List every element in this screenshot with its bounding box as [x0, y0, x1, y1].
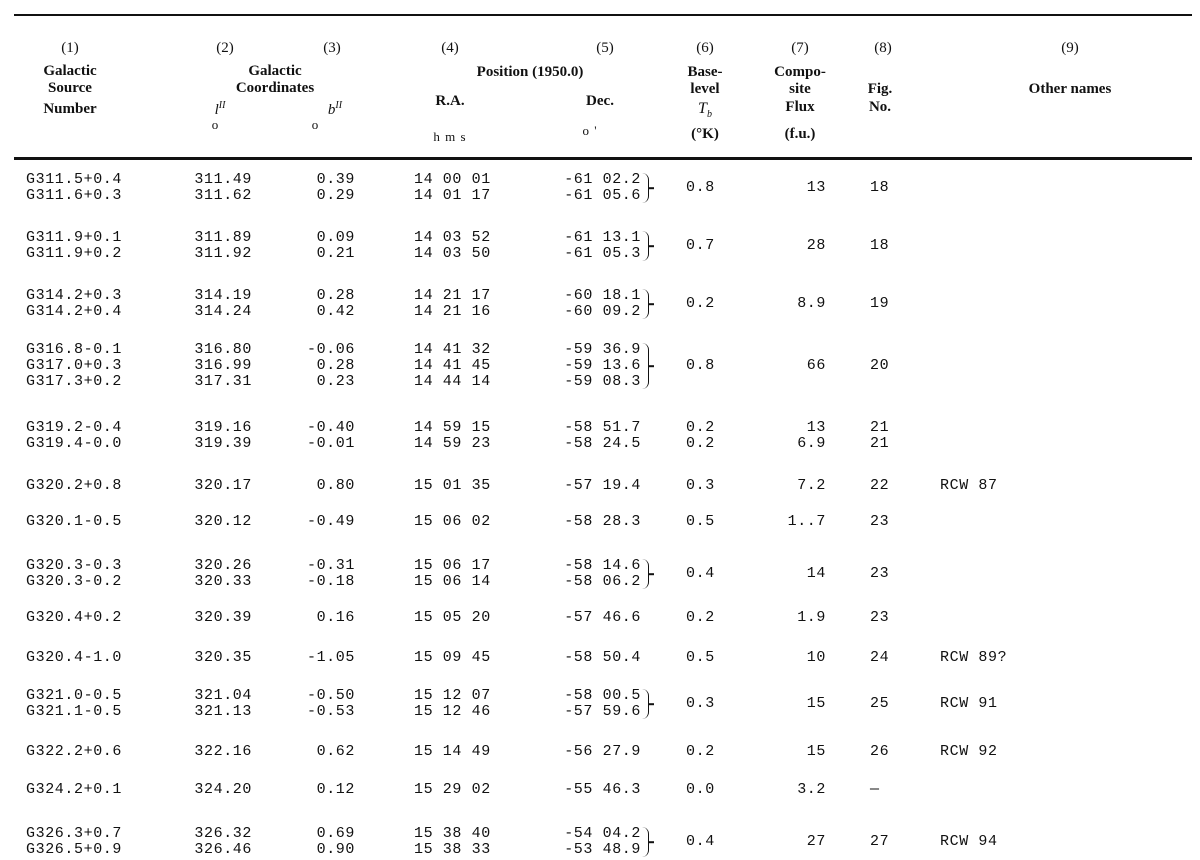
composite-flux: 15: [806, 743, 826, 760]
other-names: RCW 89?: [940, 649, 1008, 666]
composite-flux: 7.2: [797, 477, 826, 494]
right-ascension: 15 12 46: [414, 703, 491, 720]
header-rule: [14, 157, 1192, 160]
source-number: G321.0-0.5: [26, 687, 123, 704]
figure-number: 25: [870, 695, 890, 712]
galactic-latitude: 0.69: [316, 825, 355, 842]
source-number: G320.4+0.2: [26, 609, 123, 626]
col7-label-line1: Compo-: [774, 64, 826, 80]
galactic-longitude: 317.31: [194, 373, 252, 390]
galactic-longitude: 320.33: [194, 573, 252, 590]
base-level-tb: 0.8: [686, 357, 715, 374]
figure-number: 18: [870, 237, 890, 254]
figure-number: 21: [870, 419, 890, 436]
col3-unit: o: [311, 117, 319, 132]
source-number: G321.1-0.5: [26, 703, 123, 720]
col6-unit: (°K): [691, 126, 719, 142]
galactic-latitude: 0.39: [316, 171, 355, 188]
galactic-latitude: 0.23: [316, 373, 355, 390]
col7-label-line2: site: [789, 81, 811, 97]
right-ascension: 14 21 17: [414, 287, 491, 304]
other-names: RCW 91: [940, 695, 998, 712]
galactic-latitude: -0.31: [306, 557, 355, 574]
galactic-longitude: 320.12: [194, 513, 252, 530]
col5-number: (5): [596, 40, 614, 56]
group-brace: [642, 231, 649, 261]
group-brace: [642, 289, 649, 319]
col9-number: (9): [1061, 40, 1079, 56]
declination: -54 04.2: [564, 825, 641, 842]
col3-number: (3): [323, 40, 341, 56]
right-ascension: 14 41 45: [414, 357, 491, 374]
declination: -60 09.2: [564, 303, 641, 320]
galactic-latitude: 0.90: [316, 841, 355, 858]
base-level-tb: 0.3: [686, 695, 715, 712]
galactic-latitude: -0.49: [306, 513, 355, 530]
base-level-tb: 0.7: [686, 237, 715, 254]
composite-flux: 1..7: [787, 513, 826, 530]
source-number: G322.2+0.6: [26, 743, 123, 760]
source-number: G326.3+0.7: [26, 825, 123, 842]
base-level-tb: 0.5: [686, 513, 715, 530]
right-ascension: 15 06 14: [414, 573, 491, 590]
galactic-longitude: 322.16: [194, 743, 252, 760]
col1-label-line1: Galactic: [43, 63, 97, 79]
composite-flux: 28: [806, 237, 826, 254]
right-ascension: 14 01 17: [414, 187, 491, 204]
base-level-tb: 0.2: [686, 743, 715, 760]
galactic-latitude: -0.53: [306, 703, 355, 720]
col6-number: (6): [696, 40, 714, 56]
base-level-tb: 0.2: [686, 419, 715, 436]
group-brace: [642, 559, 649, 589]
right-ascension: 15 14 49: [414, 743, 491, 760]
galactic-longitude: 316.99: [194, 357, 252, 374]
col8-label-line1: Fig.: [867, 81, 893, 97]
base-level-tb: 0.4: [686, 565, 715, 582]
source-number: G320.2+0.8: [26, 477, 123, 494]
declination: -58 50.4: [564, 649, 641, 666]
base-level-tb: 0.2: [686, 295, 715, 312]
col8-number: (8): [874, 40, 892, 56]
col1-label-line2: Source: [48, 80, 92, 96]
position-heading: Position (1950.0): [476, 64, 584, 80]
declination: -53 48.9: [564, 841, 641, 858]
right-ascension: 15 12 07: [414, 687, 491, 704]
galactic-longitude: 326.46: [194, 841, 252, 858]
right-ascension: 14 59 23: [414, 435, 491, 452]
right-ascension: 14 44 14: [414, 373, 491, 390]
right-ascension: 15 38 40: [414, 825, 491, 842]
galactic-latitude: 0.21: [316, 245, 355, 262]
source-number: G311.9+0.2: [26, 245, 123, 262]
declination: -61 05.6: [564, 187, 641, 204]
col9-label: Other names: [1028, 81, 1112, 97]
galactic-coordinates-line1: Galactic: [248, 63, 302, 79]
source-number: G319.2-0.4: [26, 419, 123, 436]
composite-flux: 15: [806, 695, 826, 712]
col7-label-line3: Flux: [785, 99, 815, 115]
galactic-longitude: 324.20: [194, 781, 252, 798]
col2-unit: o: [211, 117, 219, 132]
declination: -57 59.6: [564, 703, 641, 720]
figure-number: 23: [870, 565, 890, 582]
galactic-latitude: -0.01: [306, 435, 355, 452]
galactic-latitude: -0.06: [306, 341, 355, 358]
galactic-longitude: 320.39: [194, 609, 252, 626]
galactic-longitude: 319.16: [194, 419, 252, 436]
right-ascension: 14 21 16: [414, 303, 491, 320]
figure-number: 24: [870, 649, 890, 666]
composite-flux: 13: [806, 419, 826, 436]
declination: -61 13.1: [564, 229, 641, 246]
source-number: G314.2+0.3: [26, 287, 123, 304]
declination: -55 46.3: [564, 781, 641, 798]
right-ascension: 15 06 17: [414, 557, 491, 574]
col1-number: (1): [61, 40, 79, 56]
composite-flux: 1.9: [797, 609, 826, 626]
composite-flux: 13: [806, 179, 826, 196]
galactic-longitude: 316.80: [194, 341, 252, 358]
right-ascension: 15 05 20: [414, 609, 491, 626]
composite-flux: 3.2: [797, 781, 826, 798]
base-level-tb: 0.2: [686, 609, 715, 626]
figure-number: 21: [870, 435, 890, 452]
col5-unit: o ': [582, 123, 598, 138]
col6-label-line2: level: [690, 81, 720, 97]
galactic-longitude: 311.49: [194, 171, 252, 188]
col6-symbol: $T_b$: [698, 100, 712, 121]
source-number: G316.8-0.1: [26, 341, 123, 358]
declination: -60 18.1: [564, 287, 641, 304]
source-number: G320.3-0.2: [26, 573, 123, 590]
source-number: G319.4-0.0: [26, 435, 123, 452]
galactic-longitude: 311.92: [194, 245, 252, 262]
galactic-longitude: 321.13: [194, 703, 252, 720]
source-number: G311.9+0.1: [26, 229, 123, 246]
col2-symbol: $l^{II}$: [214, 100, 226, 118]
declination: -58 28.3: [564, 513, 641, 530]
galactic-longitude: 319.39: [194, 435, 252, 452]
composite-flux: 8.9: [797, 295, 826, 312]
right-ascension: 14 41 32: [414, 341, 491, 358]
composite-flux: 10: [806, 649, 826, 666]
declination: -58 00.5: [564, 687, 641, 704]
galactic-latitude: 0.09: [316, 229, 355, 246]
galactic-latitude: -1.05: [306, 649, 355, 666]
declination: -58 24.5: [564, 435, 641, 452]
top-rule: [14, 14, 1192, 16]
galactic-latitude: -0.18: [306, 573, 355, 590]
galactic-longitude: 314.19: [194, 287, 252, 304]
galactic-latitude: -0.50: [306, 687, 355, 704]
declination: -58 51.7: [564, 419, 641, 436]
declination: -61 02.2: [564, 171, 641, 188]
figure-number: —: [870, 781, 880, 798]
declination: -61 05.3: [564, 245, 641, 262]
source-number: G326.5+0.9: [26, 841, 123, 858]
other-names: RCW 94: [940, 833, 998, 850]
composite-flux: 14: [806, 565, 826, 582]
declination: -57 46.6: [564, 609, 641, 626]
right-ascension: 15 01 35: [414, 477, 491, 494]
galactic-longitude: 311.89: [194, 229, 252, 246]
group-brace: [642, 827, 649, 857]
source-number: G311.6+0.3: [26, 187, 123, 204]
right-ascension: 14 03 50: [414, 245, 491, 262]
source-number: G317.0+0.3: [26, 357, 123, 374]
col8-label-line2: No.: [868, 99, 892, 115]
figure-number: 18: [870, 179, 890, 196]
declination: -58 14.6: [564, 557, 641, 574]
base-level-tb: 0.0: [686, 781, 715, 798]
right-ascension: 15 09 45: [414, 649, 491, 666]
galactic-longitude: 326.32: [194, 825, 252, 842]
composite-flux: 27: [806, 833, 826, 850]
galactic-latitude: 0.28: [316, 287, 355, 304]
other-names: RCW 92: [940, 743, 998, 760]
right-ascension: 15 29 02: [414, 781, 491, 798]
galactic-longitude: 314.24: [194, 303, 252, 320]
figure-number: 19: [870, 295, 890, 312]
other-names: RCW 87: [940, 477, 998, 494]
galactic-latitude: 0.28: [316, 357, 355, 374]
col5-label: Dec.: [586, 93, 614, 109]
source-number: G317.3+0.2: [26, 373, 123, 390]
base-level-tb: 0.3: [686, 477, 715, 494]
group-brace: [642, 689, 649, 719]
source-number: G320.3-0.3: [26, 557, 123, 574]
col7-number: (7): [791, 40, 809, 56]
figure-number: 27: [870, 833, 890, 850]
right-ascension: 14 00 01: [414, 171, 491, 188]
galactic-latitude: 0.42: [316, 303, 355, 320]
figure-number: 26: [870, 743, 890, 760]
col4-number: (4): [441, 40, 459, 56]
base-level-tb: 0.4: [686, 833, 715, 850]
source-number: G314.2+0.4: [26, 303, 123, 320]
right-ascension: 14 03 52: [414, 229, 491, 246]
col3-symbol: $b^{II}$: [327, 100, 343, 118]
source-number: G324.2+0.1: [26, 781, 123, 798]
figure-number: 23: [870, 513, 890, 530]
declination: -59 36.9: [564, 341, 641, 358]
figure-number: 23: [870, 609, 890, 626]
galactic-latitude: 0.16: [316, 609, 355, 626]
galactic-longitude: 311.62: [194, 187, 252, 204]
galactic-latitude: 0.12: [316, 781, 355, 798]
source-number: G311.5+0.4: [26, 171, 123, 188]
composite-flux: 66: [806, 357, 826, 374]
col7-unit: (f.u.): [784, 126, 816, 142]
galactic-latitude: 0.29: [316, 187, 355, 204]
galactic-latitude: 0.80: [316, 477, 355, 494]
figure-number: 20: [870, 357, 890, 374]
galactic-latitude: 0.62: [316, 743, 355, 760]
right-ascension: 15 06 02: [414, 513, 491, 530]
galactic-longitude: 321.04: [194, 687, 252, 704]
declination: -57 19.4: [564, 477, 641, 494]
right-ascension: 15 38 33: [414, 841, 491, 858]
base-level-tb: 0.5: [686, 649, 715, 666]
col6-label-line1: Base-: [687, 64, 723, 80]
group-brace: [642, 173, 649, 203]
source-number: G320.4-1.0: [26, 649, 123, 666]
source-number: G320.1-0.5: [26, 513, 123, 530]
figure-number: 22: [870, 477, 890, 494]
group-brace: [642, 343, 649, 389]
declination: -59 13.6: [564, 357, 641, 374]
galactic-coordinates-line2: Coordinates: [235, 80, 315, 96]
galactic-longitude: 320.35: [194, 649, 252, 666]
galactic-longitude: 320.17: [194, 477, 252, 494]
declination: -56 27.9: [564, 743, 641, 760]
col2-number: (2): [216, 40, 234, 56]
col1-label-line3: Number: [43, 101, 97, 117]
composite-flux: 6.9: [797, 435, 826, 452]
col4-label: R.A.: [435, 93, 465, 109]
declination: -58 06.2: [564, 573, 641, 590]
right-ascension: 14 59 15: [414, 419, 491, 436]
base-level-tb: 0.8: [686, 179, 715, 196]
declination: -59 08.3: [564, 373, 641, 390]
galactic-latitude: -0.40: [306, 419, 355, 436]
galactic-longitude: 320.26: [194, 557, 252, 574]
base-level-tb: 0.2: [686, 435, 715, 452]
col4-unit: h m s: [433, 129, 467, 144]
